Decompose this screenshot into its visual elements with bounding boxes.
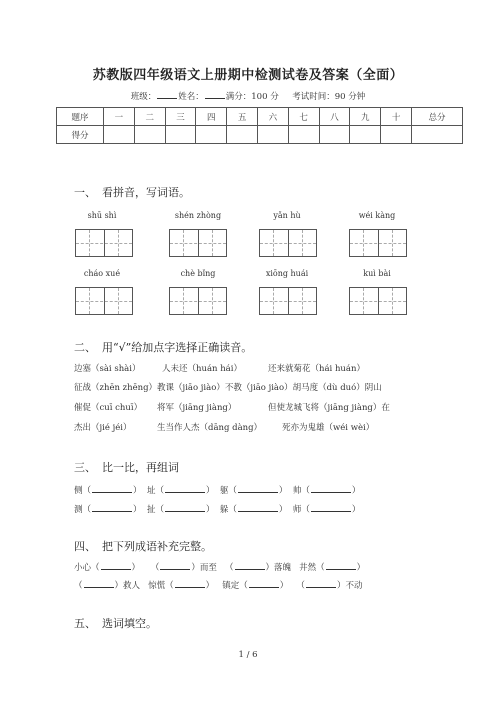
- answer-blank[interactable]: [249, 579, 279, 588]
- paren-close: ）: [351, 505, 361, 515]
- paren-close: ）: [205, 486, 215, 496]
- reading-item: 人未还（huán hái）: [162, 364, 242, 374]
- score-cell: 三: [165, 108, 196, 126]
- score-input-cell[interactable]: [288, 126, 319, 144]
- idiom-text: （: [74, 581, 83, 591]
- section4-heading: [74, 538, 212, 554]
- paren-close: ）: [351, 486, 361, 496]
- pinyin-label: wéi kàng: [358, 211, 396, 220]
- score-value-row: [57, 126, 463, 144]
- char-label: 躲（: [219, 505, 237, 515]
- section-title: 比一比，再组词: [102, 461, 179, 474]
- score-cell: 二: [134, 108, 165, 126]
- answer-blank[interactable]: [311, 503, 351, 512]
- compare-row: [74, 484, 360, 496]
- class-label: 班级：: [130, 92, 157, 102]
- answer-blank[interactable]: [101, 561, 131, 570]
- idiom-text: 井然（: [299, 563, 325, 573]
- section-number: 一、: [74, 186, 96, 199]
- answer-blank[interactable]: [84, 579, 114, 588]
- reading-item: 将军（jiāng jiàng）: [157, 403, 237, 413]
- score-input-cell[interactable]: [412, 126, 463, 144]
- idiom-text: ）: [205, 581, 215, 591]
- class-blank: [157, 90, 177, 99]
- idiom-text: ）落魄: [265, 563, 292, 573]
- idiom-text: ）不动: [336, 581, 363, 591]
- char-label: 躯（: [219, 486, 237, 496]
- idiom-text: ）: [279, 581, 289, 591]
- idiom-text: （: [296, 581, 305, 591]
- paren-close: ）: [278, 486, 288, 496]
- score-cell: 六: [257, 108, 288, 126]
- answer-blank[interactable]: [306, 579, 336, 588]
- section-title: 把下列成语补充完整。: [102, 540, 212, 553]
- section-number: 五、: [74, 617, 96, 630]
- pinyin-label: yǎn hù: [273, 211, 301, 220]
- paren-close: ）: [205, 505, 215, 515]
- idiom-text: ）救人: [114, 581, 141, 591]
- score-cell: 总分: [412, 108, 463, 126]
- answer-blank[interactable]: [92, 484, 132, 493]
- reading-item: 征战（zhēn zhēng）教课（jiāo jiào）不教（jiāo jiào）胡马度（dù duó）阴山: [74, 383, 382, 393]
- score-row-label: 得分: [57, 126, 104, 144]
- char-label: 师（: [292, 505, 310, 515]
- char-label: 帅（: [292, 486, 310, 496]
- section-number: 四、: [74, 540, 96, 553]
- section-title: 用“√”给加点字选择正确读音。: [102, 341, 253, 354]
- name-blank: [205, 90, 225, 99]
- pinyin-label: kuì bài: [363, 269, 391, 278]
- section3-heading: [74, 459, 179, 475]
- section-number: 二、: [74, 341, 96, 354]
- idiom-row: [74, 579, 362, 591]
- exam-time: 考试时间：90 分钟: [292, 92, 366, 102]
- idiom-text: 小心（: [74, 563, 100, 573]
- section5-heading: [74, 615, 157, 631]
- char-label: 侧（: [74, 486, 92, 496]
- writing-grid[interactable]: [169, 229, 227, 257]
- exam-info: [0, 90, 496, 102]
- idiom-text: ）: [356, 563, 366, 573]
- writing-grid[interactable]: [75, 229, 133, 257]
- paren-close: ）: [133, 505, 142, 515]
- section-number: 三、: [74, 461, 96, 474]
- paren-close: ）: [133, 486, 142, 496]
- answer-blank[interactable]: [92, 503, 132, 512]
- idiom-text: ）: [131, 563, 141, 573]
- reading-item: 边塞（sài shài）: [74, 364, 141, 374]
- answer-blank[interactable]: [238, 503, 278, 512]
- page-number: 1 / 6: [238, 650, 258, 660]
- reading-item: 还来就菊花（hái huán）: [268, 364, 365, 374]
- pinyin-label: cháo xué: [83, 269, 121, 278]
- score-cell: 一: [104, 108, 135, 126]
- pinyin-label: shū shì: [87, 211, 117, 220]
- score-input-cell[interactable]: [257, 126, 288, 144]
- reading-item: 生当作人杰（dāng dàng）: [157, 423, 263, 433]
- score-cell: 五: [227, 108, 258, 126]
- pinyin-label: chè bǐng: [180, 269, 216, 278]
- answer-blank[interactable]: [238, 484, 278, 493]
- score-cell: 九: [350, 108, 381, 126]
- score-header-row: [57, 108, 463, 126]
- char-label: 测（: [74, 505, 92, 515]
- score-input-cell[interactable]: [381, 126, 412, 144]
- score-cell: 七: [288, 108, 319, 126]
- answer-blank[interactable]: [165, 503, 205, 512]
- writing-grid[interactable]: [259, 287, 317, 315]
- score-input-cell[interactable]: [104, 126, 135, 144]
- score-input-cell[interactable]: [134, 126, 165, 144]
- score-input-cell[interactable]: [165, 126, 196, 144]
- answer-blank[interactable]: [175, 579, 205, 588]
- section-title: 选词填空。: [102, 617, 157, 630]
- idiom-row: [74, 561, 365, 573]
- score-table: [56, 107, 463, 144]
- answer-blank[interactable]: [165, 484, 205, 493]
- score-cell: 十: [381, 108, 412, 126]
- score-input-cell[interactable]: [227, 126, 258, 144]
- pinyin-label: shén zhòng: [174, 211, 222, 220]
- idiom-text: （: [150, 563, 160, 573]
- answer-blank[interactable]: [311, 484, 351, 493]
- idiom-text: 惊慌（: [148, 581, 174, 591]
- score-cell: 题序: [57, 108, 104, 126]
- full-score: 满分：100 分: [225, 92, 279, 102]
- compare-row: [74, 503, 360, 515]
- page-title: 苏教版四年级语文上册期中检测试卷及答案（全面）: [92, 68, 404, 83]
- name-label: 姓名：: [178, 92, 204, 102]
- section-title: 看拼音，写词语。: [102, 186, 190, 199]
- reading-item: 死亦为鬼雄（wéi wèi）: [282, 423, 375, 433]
- reading-item: 但使龙城飞将（jiāng jiàng）在: [268, 403, 390, 413]
- writing-grid[interactable]: [349, 287, 407, 315]
- answer-blank[interactable]: [235, 561, 265, 570]
- idiom-text: 镇定（: [222, 581, 248, 591]
- char-label: 扯（: [146, 505, 164, 515]
- section1-heading: [74, 184, 190, 200]
- answer-blank[interactable]: [160, 561, 190, 570]
- reading-item: 催促（cuī chuī）: [74, 403, 143, 413]
- answer-blank[interactable]: [326, 561, 356, 570]
- writing-grid[interactable]: [169, 287, 227, 315]
- score-input-cell[interactable]: [319, 126, 350, 144]
- writing-grid[interactable]: [259, 229, 317, 257]
- score-cell: 四: [196, 108, 227, 126]
- char-label: 址（: [146, 486, 164, 496]
- reading-item: 杰出（jié jéi）: [74, 423, 132, 433]
- idiom-text: ）而至: [191, 563, 217, 573]
- writing-grid[interactable]: [75, 287, 133, 315]
- score-cell: 八: [319, 108, 350, 126]
- section2-heading: [74, 339, 252, 355]
- score-input-cell[interactable]: [196, 126, 227, 144]
- pinyin-label: xiōng huái: [265, 269, 309, 278]
- idiom-text: （: [224, 563, 234, 573]
- score-input-cell[interactable]: [350, 126, 381, 144]
- paren-close: ）: [278, 505, 288, 515]
- writing-grid[interactable]: [349, 229, 407, 257]
